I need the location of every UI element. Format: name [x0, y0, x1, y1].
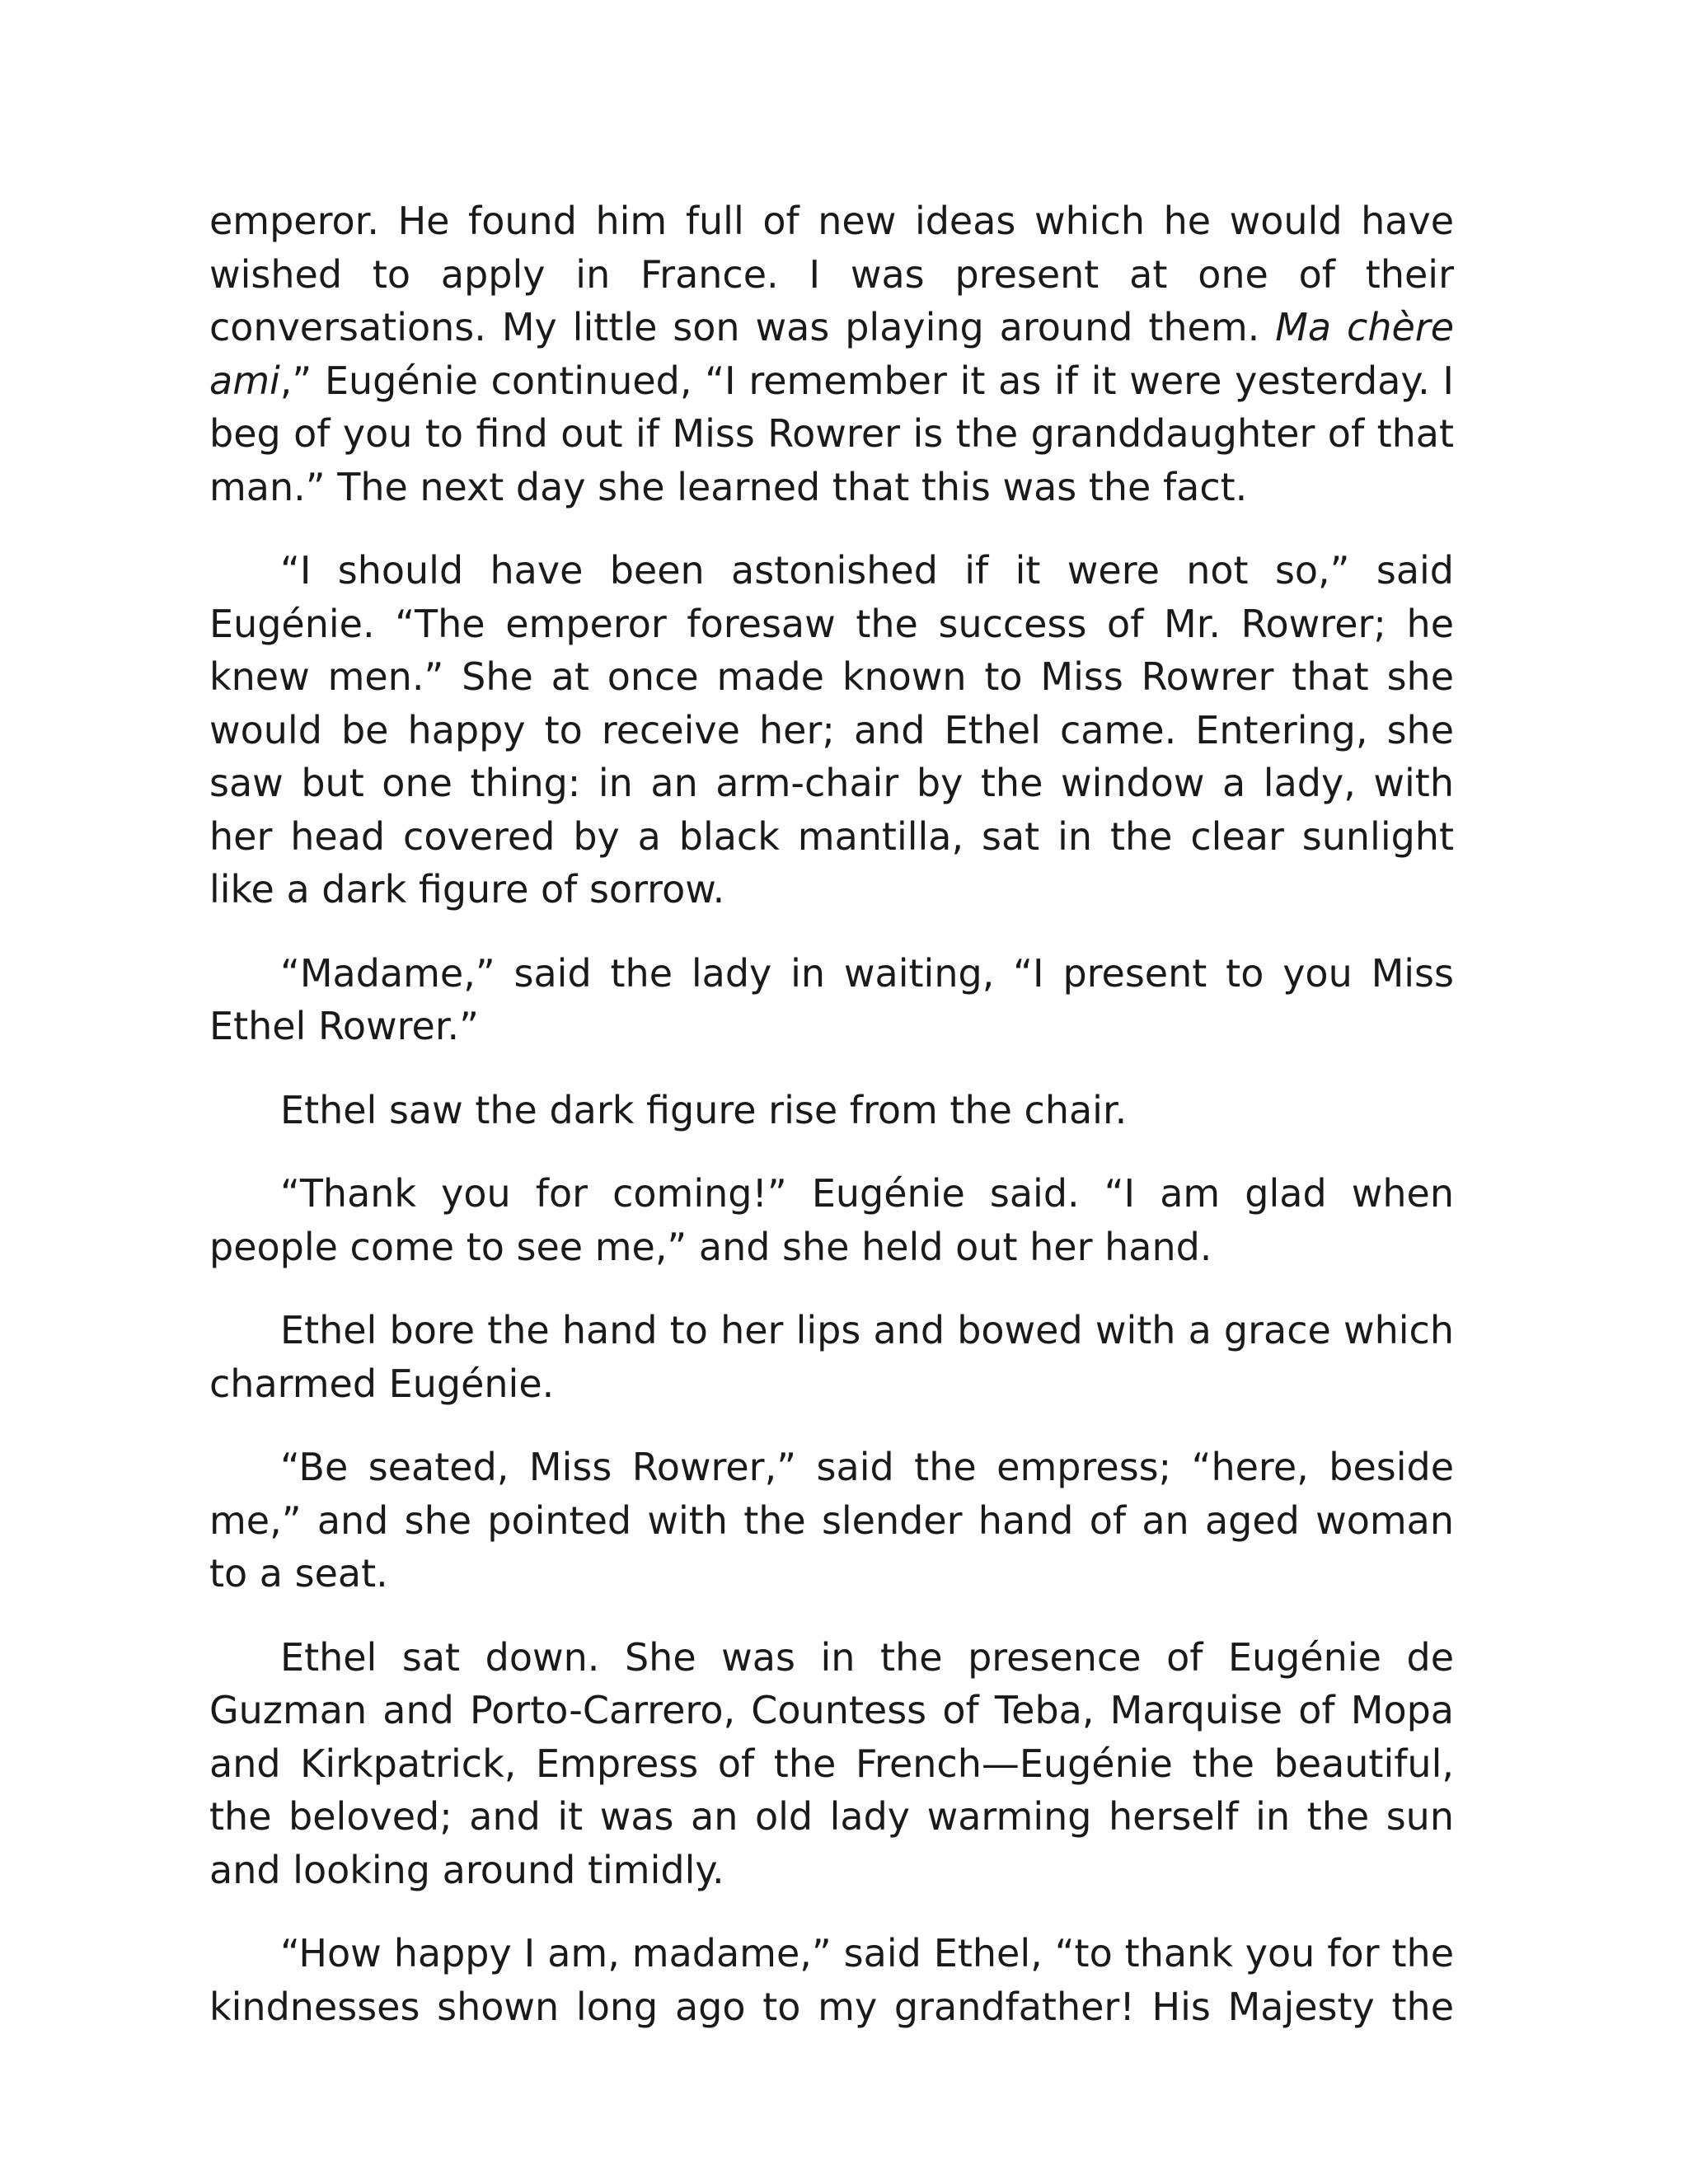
- paragraph-1-italic-phrase: Ma chère ami: [209, 305, 1454, 403]
- paragraph-5: “Thank you for coming!” Eugénie said. “I am glad when people come to see me,” and she held out her hand.: [209, 1171, 1454, 1269]
- paragraph-6: Ethel bore the hand to her lips and bowed with a grace which charmed Eugénie.: [209, 1308, 1454, 1406]
- paragraph-2: “I should have been astonished if it were not so,” said Eugénie. “The emperor foresaw the success of Mr. Rowrer; he knew men.” She at once made known to Miss Rowrer that she would be happy to receive her; and Ethel came. Entering, she saw but one thing: in an arm-chair by the window a lady, with her head covered by a black mantilla, sat in the clear sunlight like a dark figure of sorrow.: [209, 548, 1454, 912]
- paragraph-7: “Be seated, Miss Rowrer,” said the empress; “here, beside me,” and she pointed with the slender hand of an aged woman to a seat.: [209, 1445, 1454, 1596]
- paragraph-1: [209, 194, 1454, 513]
- paragraph-1-text-b: ,” Eugénie continued, “I remember it as if it were yesterday. I beg of you to find out if Miss Rowrer is the granddaughter of that man.” The next day she learned that this was the fact.: [209, 358, 1454, 509]
- paragraph-9: “How happy I am, madame,” said Ethel, “to thank you for the kindnesses shown long ago to my grandfather! His Majesty the: [209, 1931, 1454, 2029]
- paragraph-4: Ethel saw the dark figure rise from the chair.: [280, 1087, 1128, 1132]
- paragraph-1-text-a: emperor. He found him full of new ideas which he would have wished to apply in France. I was present at one of their conversations. My little son was playing around them.: [209, 199, 1454, 349]
- page-body: [209, 194, 1454, 2033]
- paragraph-8: Ethel sat down. She was in the presence of Eugénie de Guzman and Porto-Carrero, Countess of Teba, Marquise of Mopa and Kirkpatrick, Empress of the French—Eugénie the beautiful, the beloved; and it was an old lady warming herself in the sun and looking around timidly.: [209, 1634, 1454, 1892]
- paragraph-3: “Madame,” said the lady in waiting, “I present to you Miss Ethel Rowrer.”: [209, 950, 1454, 1048]
